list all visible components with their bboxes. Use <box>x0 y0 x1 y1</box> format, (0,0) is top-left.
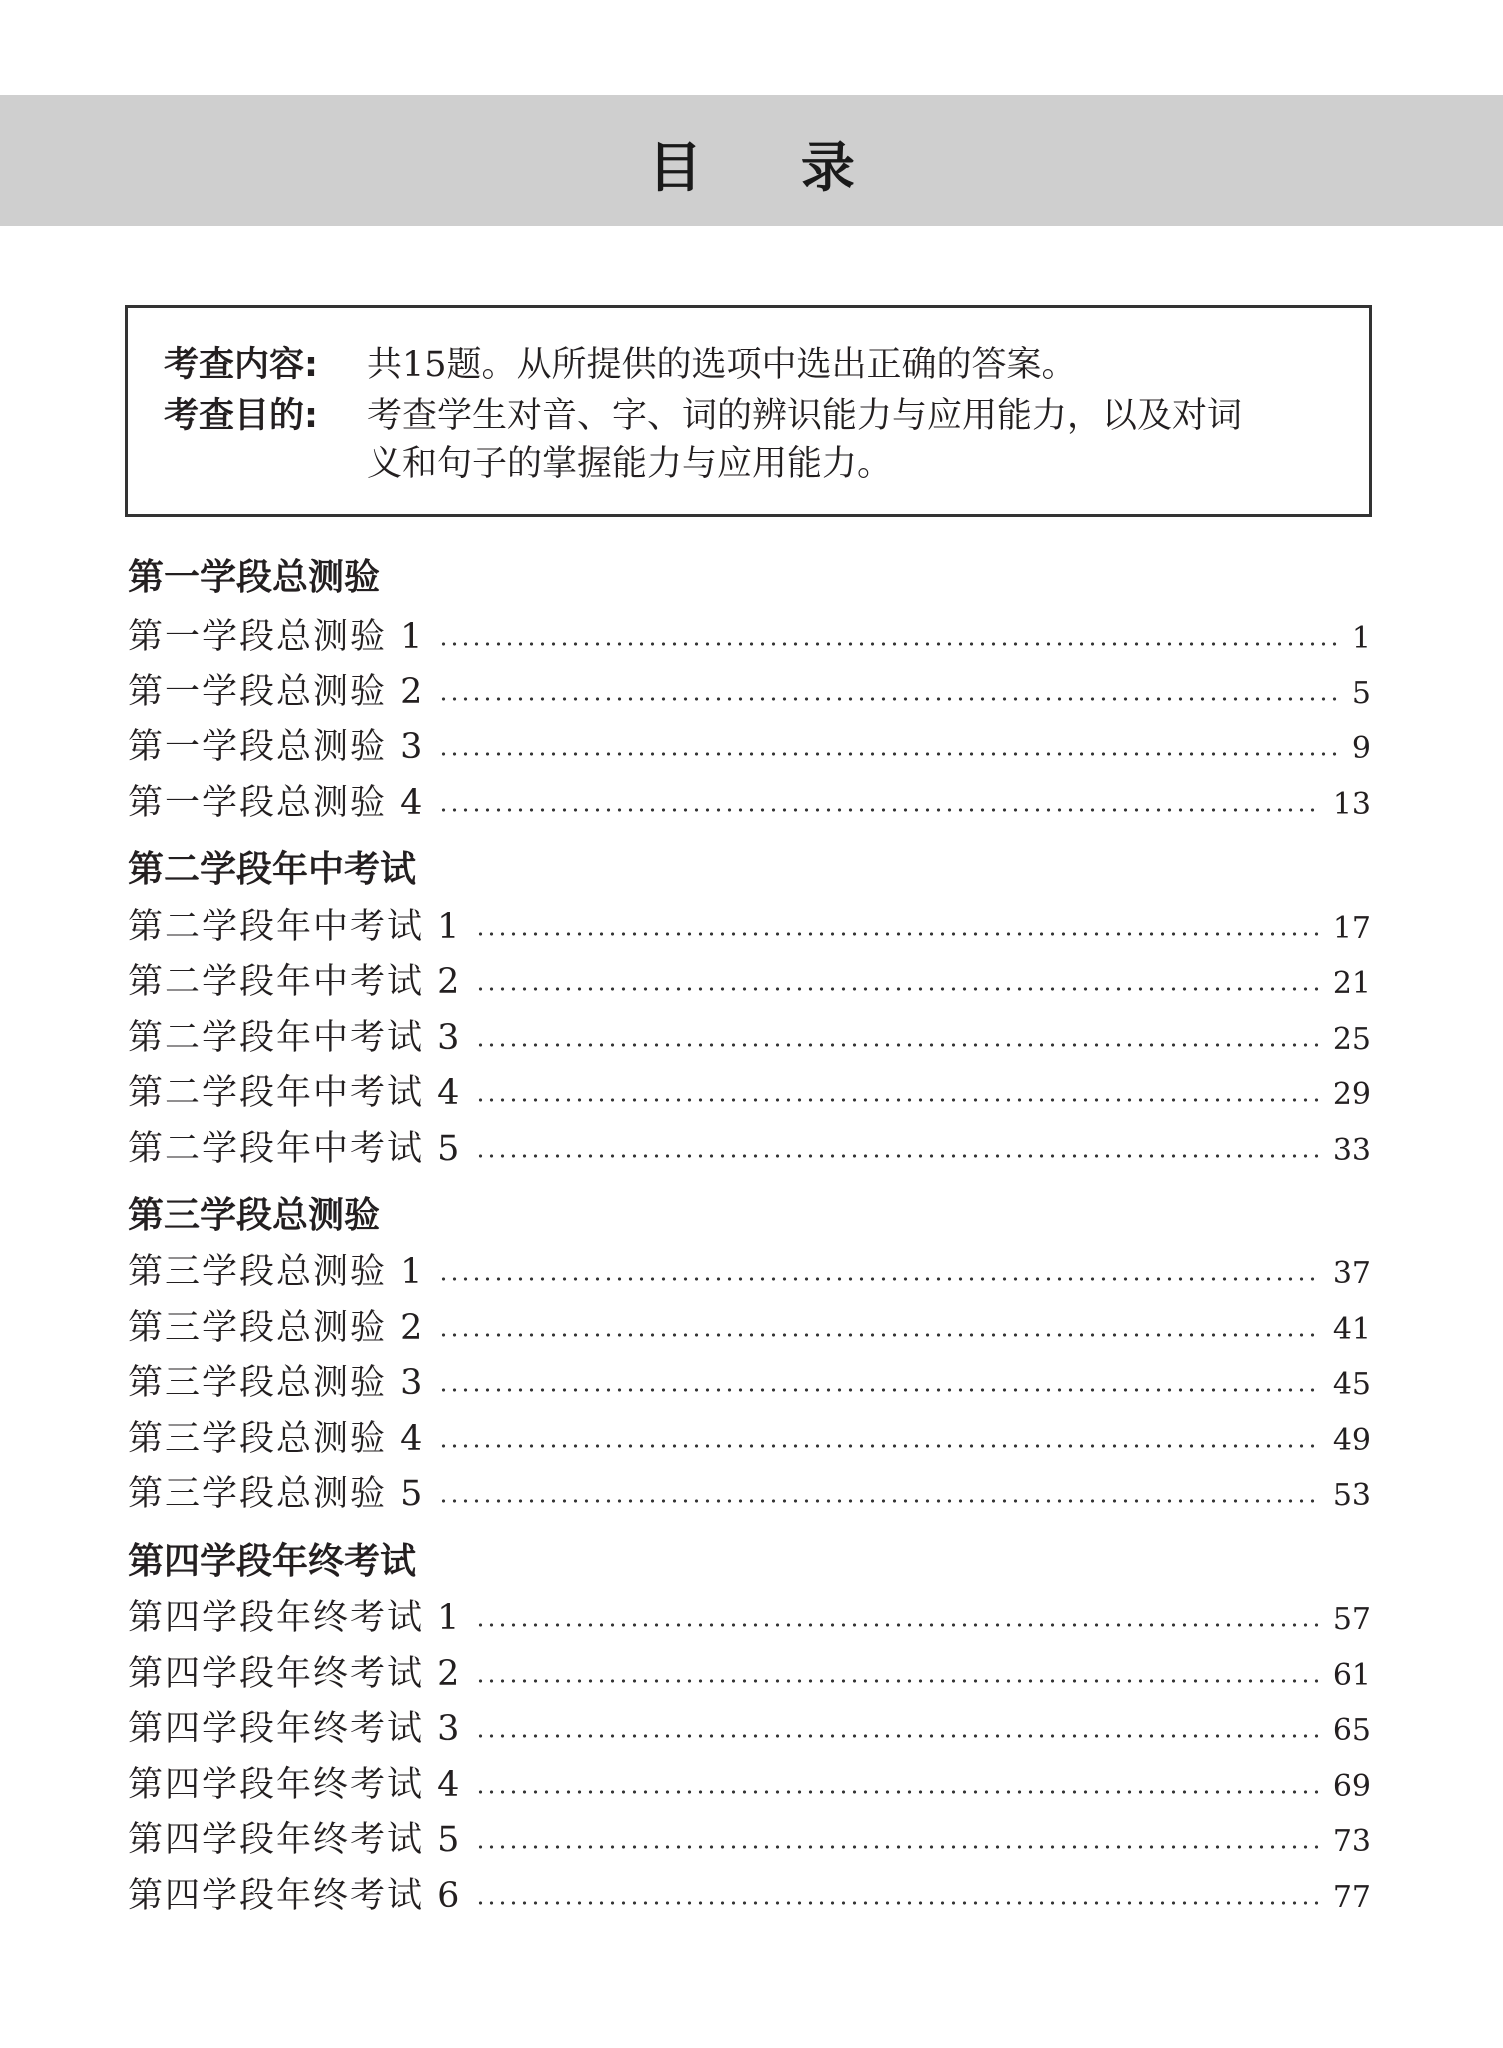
dot-leader <box>438 807 1318 813</box>
toc-entry-label: 第二学段年中考试 2 <box>128 962 462 1002</box>
title-band <box>0 95 1503 226</box>
toc-page-number: 57 <box>1332 1602 1371 1637</box>
toc-entry[interactable] <box>128 1820 1371 1862</box>
toc-entry-label: 第一学段总测验 4 <box>128 783 425 823</box>
dot-leader <box>475 1789 1318 1795</box>
toc-entry-label: 第四学段年终考试 5 <box>128 1820 462 1860</box>
toc-entry[interactable] <box>128 1598 1371 1640</box>
toc-entry[interactable] <box>128 1073 1371 1115</box>
toc-entry[interactable] <box>128 1654 1371 1696</box>
toc-entry[interactable] <box>128 1765 1371 1807</box>
dot-leader <box>438 1443 1318 1449</box>
toc-entry[interactable] <box>128 1363 1371 1405</box>
toc-page-number: 53 <box>1332 1478 1371 1513</box>
page-title: 目 录 <box>648 136 895 199</box>
purpose-text-2: 义和句子的掌握能力与应用能力。 <box>367 444 893 484</box>
toc-page-number: 17 <box>1332 911 1371 946</box>
toc-entry[interactable] <box>128 1308 1371 1350</box>
purpose-label: 考查目的: <box>164 396 318 436</box>
toc-page-number: 73 <box>1332 1824 1371 1859</box>
toc-entry[interactable] <box>128 672 1371 714</box>
toc-entry[interactable] <box>128 617 1371 659</box>
dot-leader <box>475 931 1318 937</box>
dot-leader <box>475 1678 1318 1684</box>
toc-page-number: 41 <box>1332 1312 1371 1347</box>
info-box <box>125 305 1372 517</box>
content-label: 考查内容: <box>164 345 318 385</box>
toc-entry-label: 第二学段年中考试 5 <box>128 1129 462 1169</box>
purpose-text-1: 考查学生对音、字、词的辨识能力与应用能力，以及对词 <box>367 396 1243 436</box>
toc-page-number: 25 <box>1332 1022 1371 1057</box>
toc-entry-label: 第四学段年终考试 3 <box>128 1709 462 1749</box>
toc-entry-label: 第四学段年终考试 6 <box>128 1876 462 1916</box>
toc-entry[interactable] <box>128 783 1371 825</box>
content-text: 共15题。从所提供的选项中选出正确的答案。 <box>367 345 1077 385</box>
dot-leader <box>438 1498 1318 1504</box>
dot-leader <box>438 751 1338 757</box>
toc-page-number: 29 <box>1332 1077 1371 1112</box>
toc-page-number: 61 <box>1332 1658 1371 1693</box>
dot-leader <box>475 1042 1318 1048</box>
dot-leader <box>438 1332 1318 1338</box>
toc-page-number: 9 <box>1351 731 1371 766</box>
section-heading: 第三学段总测验 <box>128 1195 381 1236</box>
toc-entry[interactable] <box>128 1419 1371 1461</box>
toc-page-number: 45 <box>1332 1367 1371 1402</box>
toc-page-number: 65 <box>1332 1713 1371 1748</box>
toc-page-number: 37 <box>1332 1256 1371 1291</box>
dot-leader <box>475 986 1318 992</box>
toc-entry[interactable] <box>128 727 1371 769</box>
dot-leader <box>438 1387 1318 1393</box>
toc-entry[interactable] <box>128 962 1371 1004</box>
dot-leader <box>438 696 1338 702</box>
dot-leader <box>475 1844 1318 1850</box>
toc-entry[interactable] <box>128 1018 1371 1060</box>
toc-page-number: 5 <box>1351 676 1371 711</box>
toc-page-number: 69 <box>1332 1769 1371 1804</box>
toc-page-number: 77 <box>1332 1880 1371 1915</box>
toc-entry[interactable] <box>128 1474 1371 1516</box>
toc-entry-label: 第四学段年终考试 4 <box>128 1765 462 1805</box>
toc-page-number: 33 <box>1332 1133 1371 1168</box>
toc-entry[interactable] <box>128 1129 1371 1171</box>
dot-leader <box>475 1900 1318 1906</box>
dot-leader <box>475 1622 1318 1628</box>
section-heading: 第四学段年终考试 <box>128 1541 417 1582</box>
toc-page-number: 1 <box>1351 621 1371 656</box>
toc-entry-label: 第二学段年中考试 1 <box>128 907 462 947</box>
toc-entry-label: 第一学段总测验 1 <box>128 617 425 657</box>
section-heading: 第一学段总测验 <box>128 557 381 598</box>
toc-entry[interactable] <box>128 1709 1371 1751</box>
toc-entry[interactable] <box>128 907 1371 949</box>
toc-entry-label: 第二学段年中考试 3 <box>128 1018 462 1058</box>
dot-leader <box>438 641 1338 647</box>
toc-entry-label: 第四学段年终考试 1 <box>128 1598 462 1638</box>
toc-entry-label: 第三学段总测验 2 <box>128 1308 425 1348</box>
section-heading: 第二学段年中考试 <box>128 849 417 890</box>
toc-entry[interactable] <box>128 1252 1371 1294</box>
toc-entry-label: 第一学段总测验 3 <box>128 727 425 767</box>
toc-entry-label: 第三学段总测验 3 <box>128 1363 425 1403</box>
toc-page-number: 21 <box>1332 966 1371 1001</box>
toc-entry-label: 第一学段总测验 2 <box>128 672 425 712</box>
toc-entry-label: 第三学段总测验 5 <box>128 1474 425 1514</box>
toc-page-number: 13 <box>1332 787 1371 822</box>
dot-leader <box>475 1097 1318 1103</box>
toc-entry-label: 第四学段年终考试 2 <box>128 1654 462 1694</box>
toc-entry-label: 第三学段总测验 1 <box>128 1252 425 1292</box>
toc-page-number: 49 <box>1332 1423 1371 1458</box>
toc-entry-label: 第二学段年中考试 4 <box>128 1073 462 1113</box>
toc-entry-label: 第三学段总测验 4 <box>128 1419 425 1459</box>
toc-entry[interactable] <box>128 1876 1371 1918</box>
dot-leader <box>475 1153 1318 1159</box>
dot-leader <box>475 1733 1318 1739</box>
dot-leader <box>438 1276 1318 1282</box>
